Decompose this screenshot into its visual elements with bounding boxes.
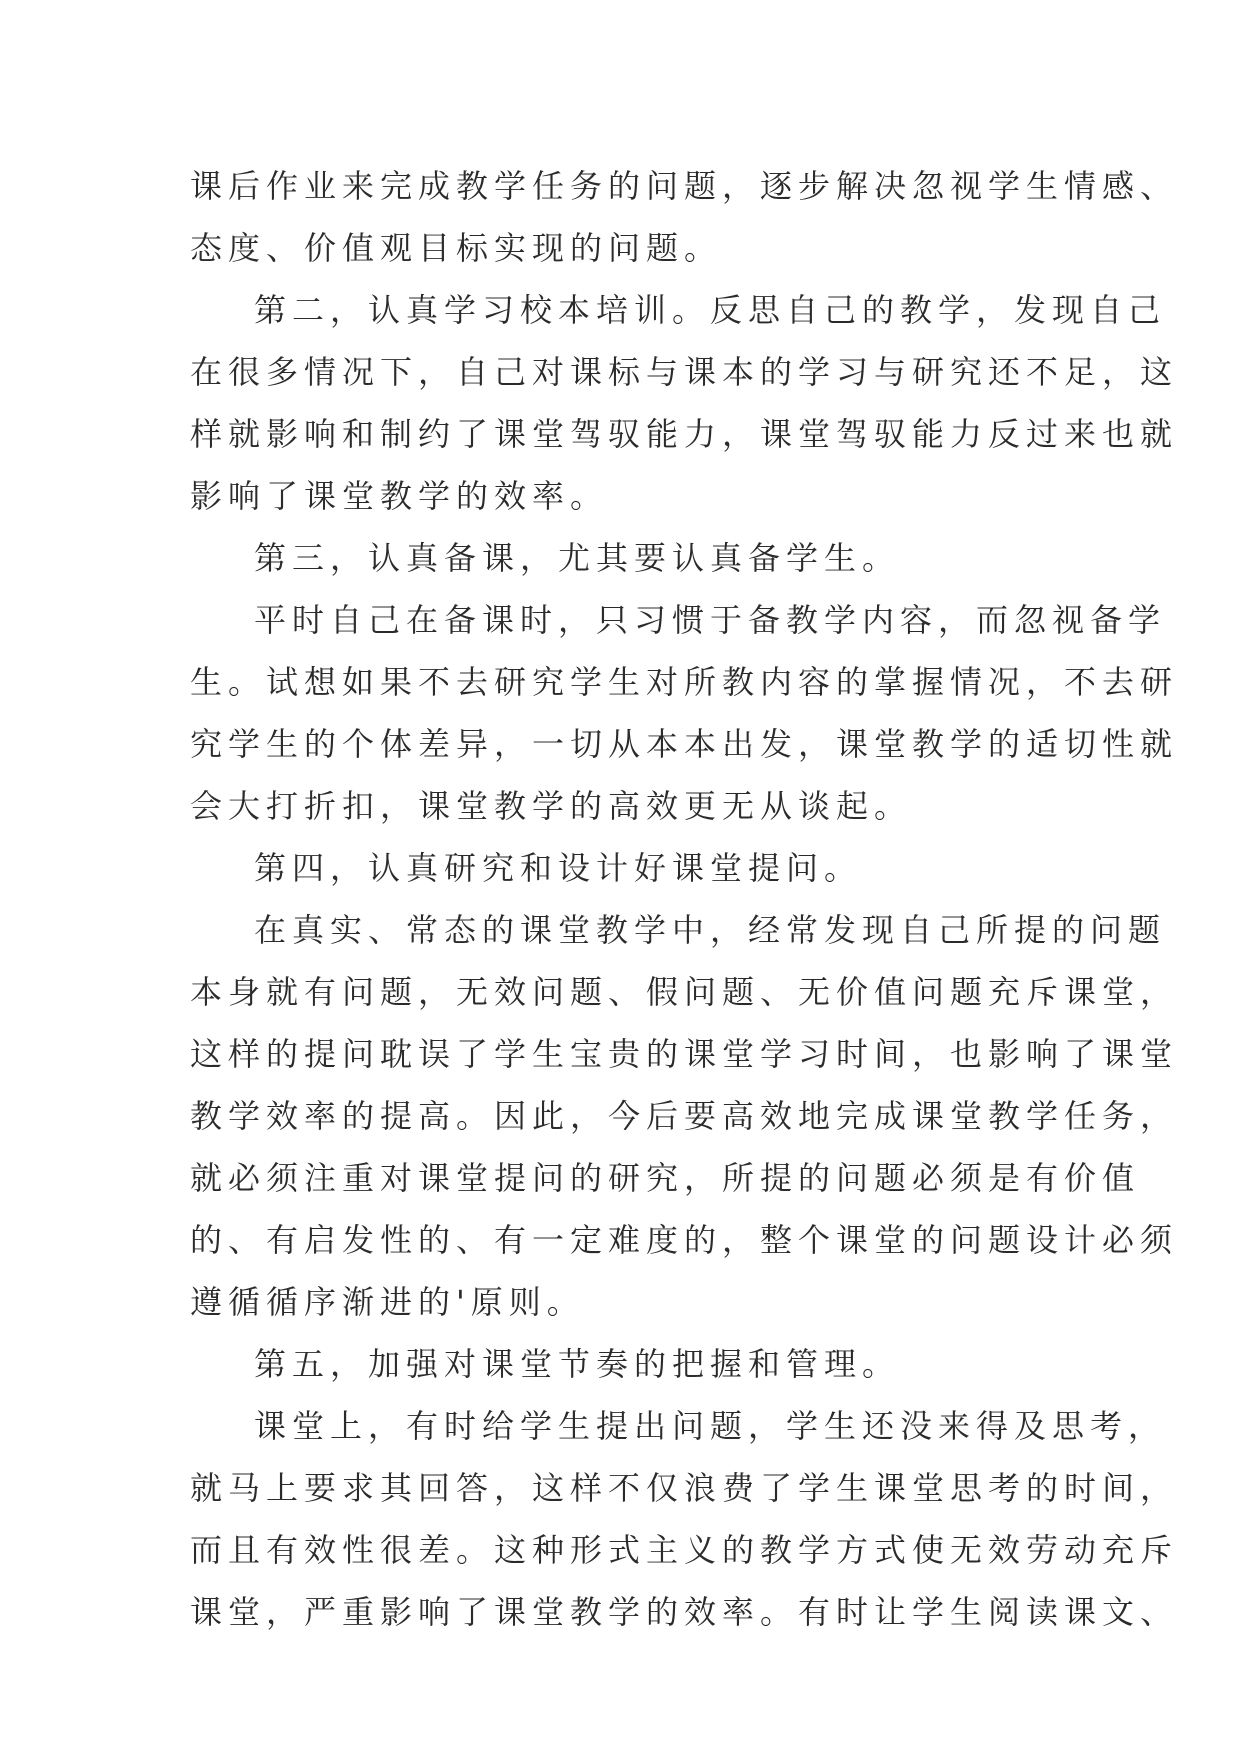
text-line: 就必须注重对课堂提问的研究，所提的问题必须是有价值 [190,1159,1141,1197]
text-line: 这样的提问耽误了学生宝贵的课堂学习时间，也影响了课堂 [190,1035,1179,1073]
text-line: 课堂上，有时给学生提出问题，学生还没来得及思考， [254,1407,1167,1445]
text-line: 态度、价值观目标实现的问题。 [190,229,723,267]
text-line: 就马上要求其回答，这样不仅浪费了学生课堂思考的时间， [190,1469,1179,1507]
text-line: 样就影响和制约了课堂驾驭能力，课堂驾驭能力反过来也就 [190,415,1179,453]
text-line: 第二，认真学习校本培训。反思自己的教学，发现自己 [254,291,1167,329]
text-line: 会大打折扣，课堂教学的高效更无从谈起。 [190,787,913,825]
text-line: 课后作业来完成教学任务的问题，逐步解决忽视学生情感、 [190,167,1179,205]
text-line: 本身就有问题，无效问题、假问题、无价值问题充斥课堂， [190,973,1179,1011]
text-line: 第五，加强对课堂节奏的把握和管理。 [254,1345,901,1383]
text-line: 第四，认真研究和设计好课堂提问。 [254,849,863,887]
text-line: 平时自己在备课时，只习惯于备教学内容，而忽视备学 [254,601,1167,639]
text-line: 教学效率的提高。因此，今后要高效地完成课堂教学任务， [190,1097,1179,1135]
text-line: 在很多情况下，自己对课标与课本的学习与研究还不足，这 [190,353,1179,391]
text-line: 在真实、常态的课堂教学中，经常发现自己所提的问题 [254,911,1167,949]
text-line: 生。试想如果不去研究学生对所教内容的掌握情况，不去研 [190,663,1179,701]
text-line: 的、有启发性的、有一定难度的，整个课堂的问题设计必须 [190,1221,1179,1259]
text-line: 课堂，严重影响了课堂教学的效率。有时让学生阅读课文、 [190,1593,1179,1631]
text-line: 第三，认真备课，尤其要认真备学生。 [254,539,901,577]
text-line: 究学生的个体差异，一切从本本出发，课堂教学的适切性就 [190,725,1179,763]
text-line: 遵循循序渐进的'原则。 [190,1283,585,1321]
text-line: 而且有效性很差。这种形式主义的教学方式使无效劳动充斥 [190,1531,1179,1569]
document-body [190,155,1179,1643]
text-line: 影响了课堂教学的效率。 [190,477,609,515]
